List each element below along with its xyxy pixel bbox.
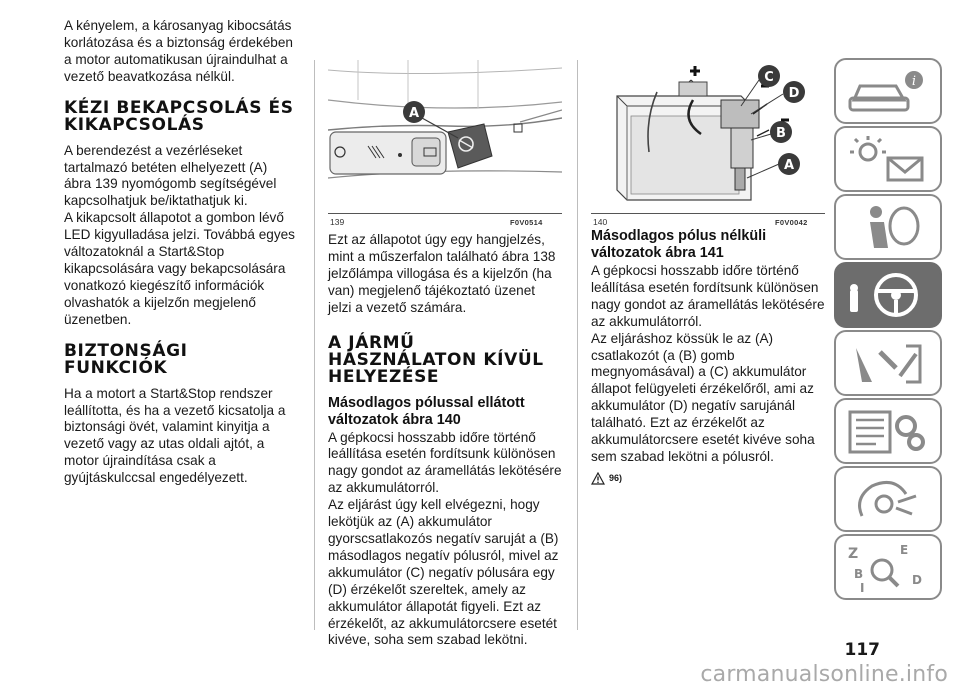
column-divider	[314, 60, 315, 630]
tab-safety[interactable]	[834, 194, 942, 260]
callout-a-text: A	[408, 106, 420, 121]
paragraph: A berendezést a vezérléseket tartalmazó betéten elhelyezett (A) ábra 139 nyomógomb segítségével kapcsolhatjuk be/iktathatjuk ki.	[64, 142, 277, 209]
warning-lights-icon	[836, 128, 940, 190]
figure-code: F0V0514	[510, 218, 543, 227]
callout-c-text: C	[764, 70, 774, 85]
tab-starting-driving[interactable]	[834, 262, 942, 328]
tab-technical-data[interactable]	[834, 398, 942, 464]
figure-139	[328, 60, 562, 210]
callout-A	[403, 101, 425, 123]
tab-index[interactable]	[834, 534, 942, 600]
dashboard-button-illustration	[328, 60, 562, 210]
paragraph: Az eljáráshoz kössük le az (A) csatlakozót (a (B) gomb megnyomásával) a (C) akkumulátor állapot felügyeleti érzékelőről, ami az akkumulátor (D) negatív sarujánál található. Ezt az érzékelőt az akkumulátorcsere esetét kivéve soha sem szabad lekötni a pólusról.	[591, 330, 815, 464]
subheading-no-secondary-pole: Másodlagos pólus nélküli változatok ábra 141	[591, 228, 767, 261]
middle-column	[328, 232, 562, 649]
svg-text:B: B	[854, 567, 864, 581]
car-info-icon	[836, 60, 940, 122]
tab-warning-lights[interactable]	[834, 126, 942, 192]
warning-number: 96)	[609, 473, 623, 484]
warning-reference	[591, 472, 825, 485]
right-column	[591, 228, 825, 485]
callout-a-text: A	[783, 158, 795, 173]
callout-A	[778, 153, 800, 175]
svg-text:I: I	[860, 581, 865, 595]
callout-d-text: D	[788, 86, 800, 101]
technical-data-icon	[836, 400, 940, 462]
subheading-secondary-pole: Másodlagos pólussal ellátott változatok ábra 140	[328, 394, 525, 428]
steering-wheel-icon	[836, 264, 940, 326]
figure-number: 140	[593, 217, 608, 227]
svg-text:E: E	[900, 543, 909, 557]
index-icon	[836, 536, 940, 598]
safety-icon	[836, 196, 940, 258]
heading-manual-switch: KÉZI BEKAPCSOLÁS ÉS KIKAPCSOLÁS	[64, 97, 294, 135]
svg-text:Z: Z	[848, 546, 859, 562]
callout-C	[758, 65, 780, 87]
heading-safety-functions: BIZTONSÁGI FUNKCIÓK	[64, 340, 188, 378]
tab-car-info[interactable]	[834, 58, 942, 124]
callout-b-text: B	[776, 126, 786, 141]
intro-text: A kényelem, a károsanyag kibocsátás korlátozása és a biztonság érdekében a motor automatikusan újraindulhat a vezető beavatkozása nélkül.	[64, 18, 293, 84]
multimedia-icon	[836, 468, 940, 530]
paragraph: Az eljárást úgy kell elvégezni, hogy lekötjük az (A) akkumulátor gyorscsatlakozós negatív saruját a (B) másodlagos negatív pólusról, mivel az akkumulátor (C) negatív pólusára egy (D) érzékelőt szereltek, amely az akkumulátor állapotát figyeli. Ezt az érzékelőt, az akkumulátorcsere esetét kivéve, soha sem szabad lekötni.	[328, 497, 559, 648]
paragraph: Ezt az állapotot úgy egy hangjelzés, mint a műszerfalon található ábra 138 jelzőlámpa villogása és a kijelzőn (ha van) megjelenő tájékoztató üzenet jelzi a vezető számára.	[328, 232, 556, 315]
paragraph: Ha a motort a Start&Stop rendszer leállította, és ha a vezető kicsatolja a biztonsági övét, valamint kinyitja a vezető vagy az utas oldali ajtót, a motor újraindítása csak a gyújtáskulccsal engedélyezett.	[64, 385, 286, 486]
figure-rule	[591, 213, 825, 214]
left-column	[64, 18, 296, 487]
figure-140	[591, 60, 825, 210]
svg-text:D: D	[912, 573, 922, 587]
figure-code: F0V0042	[775, 218, 808, 227]
paragraph: A gépkocsi hosszabb időre történő leállítása esetén fordítsunk különösen nagy gondot az áramellátás lekötésére az akkumulátorról.	[328, 429, 562, 496]
heading-vehicle-inactivity: A JÁRMŰ HASZNÁLATON KÍVÜL HELYEZÉSE	[328, 332, 544, 387]
tab-multimedia[interactable]	[834, 466, 942, 532]
page-number: 117	[844, 640, 880, 660]
paragraph: A gépkocsi hosszabb időre történő leállítása esetén fordítsunk különösen nagy gondot az áramellátás lekötésére az akkumulátorról.	[591, 263, 825, 329]
tab-emergency[interactable]	[834, 330, 942, 396]
figure-rule	[328, 213, 562, 214]
svg-text:i: i	[911, 74, 917, 89]
callout-D	[783, 81, 805, 103]
battery-illustration	[591, 60, 825, 210]
figure-number: 139	[330, 217, 345, 227]
paragraph: A kikapcsolt állapotot a gombon lévő LED kigyulladása jelzi. Továbbá egyes változatoknál a Start&Stop kikapcsolására vagy bekapcsolására vonatkozó kiegészítő információk olvashatók a kijelzőn megjelenő üzenetben.	[64, 210, 295, 327]
callout-B	[770, 121, 792, 143]
maintenance-icon	[836, 332, 940, 394]
warning-triangle-icon	[591, 472, 605, 485]
watermark: carmanualsonline.info	[700, 662, 948, 687]
column-divider	[577, 60, 578, 630]
